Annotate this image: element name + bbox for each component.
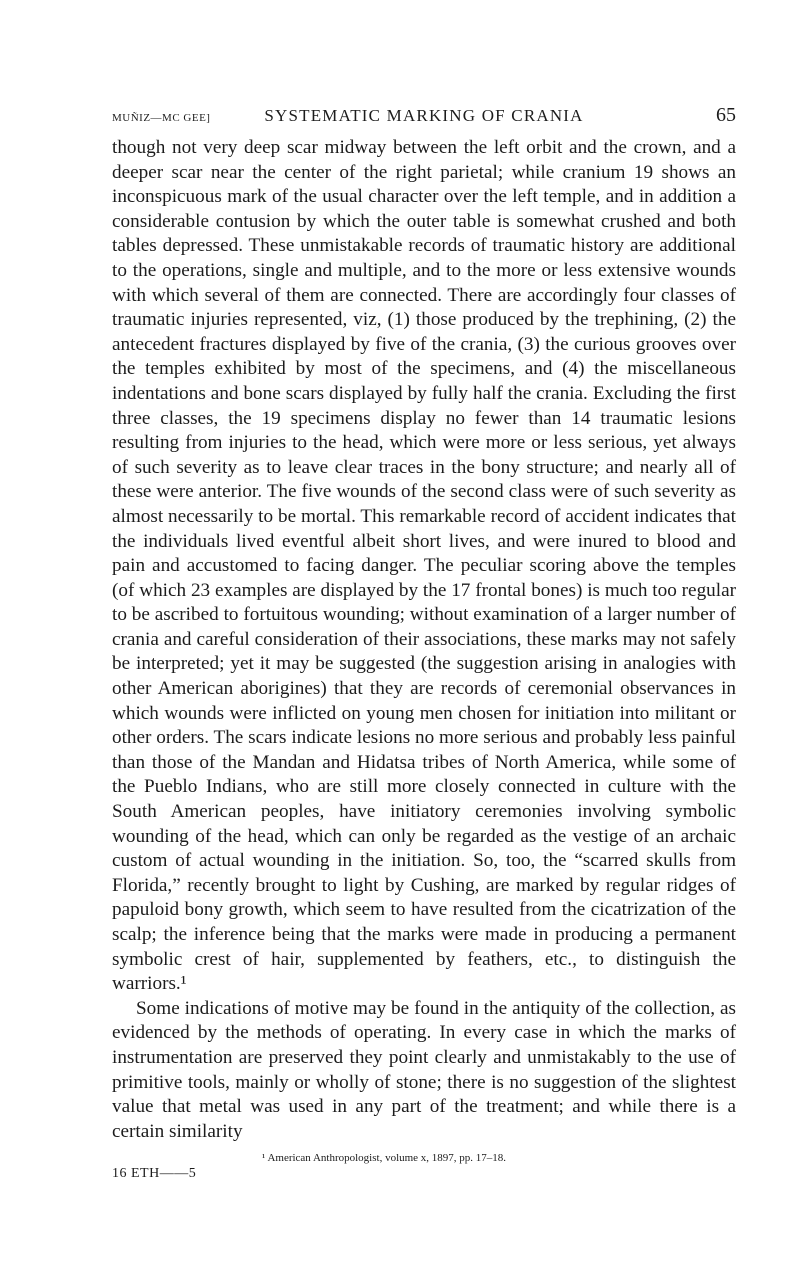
paragraph-2: Some indications of motive may be found in the antiquity of the collection, as evidenced by the methods of operating. In every case in which the marks of instrumentation are preserved they point clearly and unmistakably to the use of primitive tools, mainly or wholly of stone; there is no suggestion of the slightest value that metal was used in any part of the treatment; and while there is a certain similarity bbox=[112, 997, 736, 1142]
page-number: 65 bbox=[716, 104, 736, 126]
paragraph-1: though not very deep scar midway between the left orbit and the crown, and a deeper scar near the center of the right parietal; while cranium 19 shows an inconspicuous mark of the usual character over the left temple, and in addition a considerable contusion by which the outer table is somewhat crushed and both tables depressed. These unmistakable records of traumatic history are additional to the operations, single and multiple, and to the more or less extensive wounds with which several of them are connected. There are accordingly four classes of traumatic injuries represented, viz, (1) those produced by the trephining, (2) the antecedent fractures displayed by five of the crania, (3) the curious grooves over the temples exhibited by most of the specimens, and (4) the miscellaneous indentations and bone scars displayed by fully half the crania. Excluding the first three classes, the 19 specimens display no fewer than 14 traumatic lesions resulting from injuries to the head, which were more or less serious, yet always of such severity as to leave clear traces in the bony structure; and nearly all of these were anterior. The five wounds of the second class were of such severity as almost necessarily to be mortal. This remarkable record of accident indicates that the individuals lived eventful albeit short lives, and were inured to blood and pain and accustomed to facing danger. The peculiar scoring above the temples (of which 23 examples are displayed by the 17 frontal bones) is much too regular to be ascribed to fortuitous wounding; without examination of a larger number of crania and careful consideration of their associations, these marks may not safely be interpreted; yet it may be suggested (the suggestion arising in analogies with other American aborigines) that they are records of ceremonial observances in which wounds were inflicted on young men chosen for initiation into militant or other orders. The scars indicate lesions no more serious and probably less painful than those of the Mandan and Hidatsa tribes of North America, while some of the Pueblo Indians, who are still more closely connected in culture with the South American peoples, have initiatory ceremonies involving symbolic wounding of the head, which can only be regarded as the vestige of an archaic custom of actual wounding in the initiation. So, too, the “scarred skulls from Florida,” recently brought to light by Cushing, are marked by regular ridges of papuloid bony growth, which seem to have resulted from the cicatrization of the scalp; the inference being that the marks were made in producing a permanent symbolic crest of hair, supplemented by feathers, etc., to distinguish the warriors.¹ bbox=[112, 137, 736, 995]
running-head-authors: MUÑIZ—MC GEE] bbox=[112, 112, 211, 124]
document-page bbox=[112, 104, 736, 1182]
body-text bbox=[112, 136, 736, 1144]
footnote: ¹ American Anthropologist, volume x, 1897, pp. 17–18. bbox=[262, 1152, 507, 1165]
running-head bbox=[112, 104, 736, 130]
signature-mark: 16 ETH——5 bbox=[112, 1166, 197, 1182]
running-head-title: SYSTEMATIC MARKING OF CRANIA bbox=[264, 106, 584, 125]
